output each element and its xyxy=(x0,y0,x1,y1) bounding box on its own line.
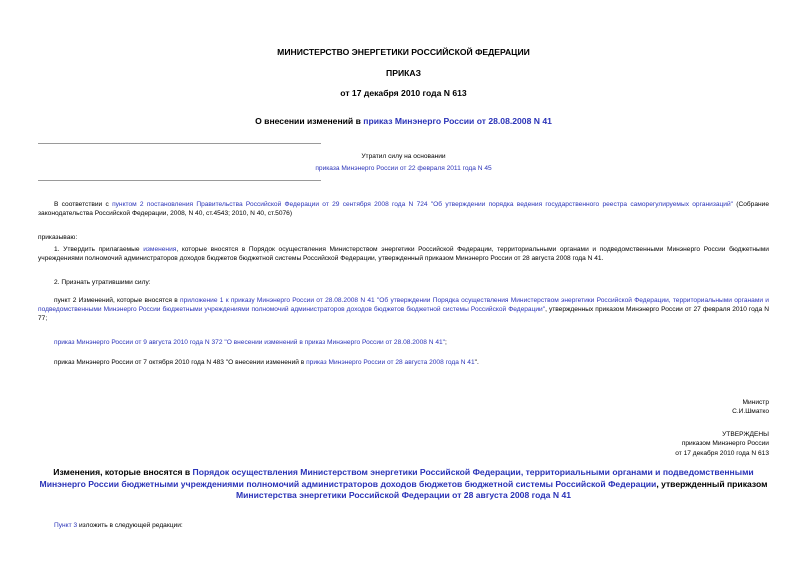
order-title-link[interactable]: приказ Минэнерго России от 28.08.2008 N 41 xyxy=(363,116,552,126)
paragraph-item-1 xyxy=(38,245,769,263)
order-title xyxy=(0,116,807,126)
ministry-heading: МИНИСТЕРСТВО ЭНЕРГЕТИКИ РОССИЙСКОЙ ФЕДЕРАЦИИ xyxy=(277,47,530,57)
signature-name: С.И.Шматко xyxy=(732,408,769,416)
order-41-link[interactable]: приказ Минэнерго России от 28 августа 2008 года N 41 xyxy=(306,359,475,366)
approval-line-3: от 17 декабря 2010 года N 613 xyxy=(675,449,769,457)
paragraph-point-3 xyxy=(38,521,769,530)
doc-type-heading: ПРИКАЗ xyxy=(386,68,421,78)
paragraph-item-2: 2. Признать утратившими силу: xyxy=(54,279,151,286)
item1-rest: , которые вносятся в Порядок осуществления Министерством энергетики Российской Федерации, территориальными органами и подведомственными Минэнерго России бюджетными учреждениями полномочий администраторов доходов бюджетов бюджетной системы Российской Федерации, утвержденный приказом Минэнерго России от 28 августа 2008 года N 41. xyxy=(38,246,769,263)
revoked2-end: ; xyxy=(445,339,447,346)
signature-block xyxy=(732,398,769,417)
date-number-heading: от 17 декабря 2010 года N 613 xyxy=(340,88,467,98)
divider-top xyxy=(38,143,321,144)
basis-link[interactable]: пунктом 2 постановления Правительства Российской Федерации от 29 сентября 2008 года N 724 "Об утверждении порядка ведения государственного реестра саморегулируемых организаций" xyxy=(112,201,734,208)
changes-title-mid: , утвержденный приказом xyxy=(656,478,768,489)
signature-role: Министр xyxy=(742,399,769,406)
appendix-link[interactable]: приложение 1 к приказу Минэнерго России от 28.08.2008 N 41 "Об утверждении Порядка осуществления Министерством энергетики Российской Федерации, территориальными органами и подведомственными Минэнерго России бюджетными учреждениями полномочий администраторов доходов бюджетов бюджетной системы Российской Федерации" xyxy=(38,297,769,314)
status-link[interactable]: приказа Минэнерго России от 22 февраля 2011 года N 45 xyxy=(315,165,492,172)
approval-block xyxy=(675,430,769,458)
point-3-link[interactable]: Пункт 3 xyxy=(54,522,78,529)
ministry-order-link[interactable]: Министерства энергетики Российской Федерации от 28 августа 2008 года N 41 xyxy=(235,490,572,500)
status-line: Утратил силу на основании xyxy=(361,153,446,160)
changes-title-text: Изменения, которые вносятся в xyxy=(53,467,193,477)
paragraph-revoked-3 xyxy=(38,358,769,367)
revoked3-text: приказ Минэнерго России от 7 октября 2010 года N 483 "О внесении изменений в xyxy=(54,359,307,366)
point-3-text: изложить в следующей редакции: xyxy=(77,522,183,529)
order-372-link[interactable]: приказ Минэнерго России от 9 августа 2010 года N 372 "О внесении изменений в приказ Минэнерго России от 28.08.2008 N 41" xyxy=(54,339,446,346)
paragraph-revoked-2 xyxy=(38,338,769,347)
approval-line-1: УТВЕРЖДЕНЫ xyxy=(722,431,769,438)
status-note xyxy=(0,152,807,173)
paragraph-order: приказываю: xyxy=(38,234,78,241)
changes-title xyxy=(38,467,769,502)
approval-line-2: приказом Минэнерго России xyxy=(681,440,769,448)
divider-bottom xyxy=(38,180,321,181)
order-title-prefix: О внесении изменений в xyxy=(255,116,364,126)
paragraph-revoked-1 xyxy=(38,296,769,324)
basis-text: В соответствии с xyxy=(54,201,113,208)
basis-source: (Собрание законодательства Российской Федерации, 2008, N 40, ст.4543; 2010, N 40, ст.5076) xyxy=(38,201,769,218)
paragraph-basis xyxy=(38,200,769,218)
revoked1-rest: , утвержденных приказом Минэнерго России от 27 февраля 2010 года N 77; xyxy=(38,306,769,323)
item1-text: 1. Утвердить прилагаемые xyxy=(54,246,144,253)
changes-link[interactable]: изменения xyxy=(143,246,177,253)
procedure-link[interactable]: Порядок осуществления Министерством энергетики Российской Федерации, территориальными органами и подведомственными Минэнерго России бюджетными учреждениями полномочий администраторов доходов бюджетов бюджетной системы Российской Федерации xyxy=(39,467,754,489)
revoked1-text: пункт 2 Изменений, которые вносятся в xyxy=(54,297,181,304)
revoked3-end: ". xyxy=(474,359,479,366)
